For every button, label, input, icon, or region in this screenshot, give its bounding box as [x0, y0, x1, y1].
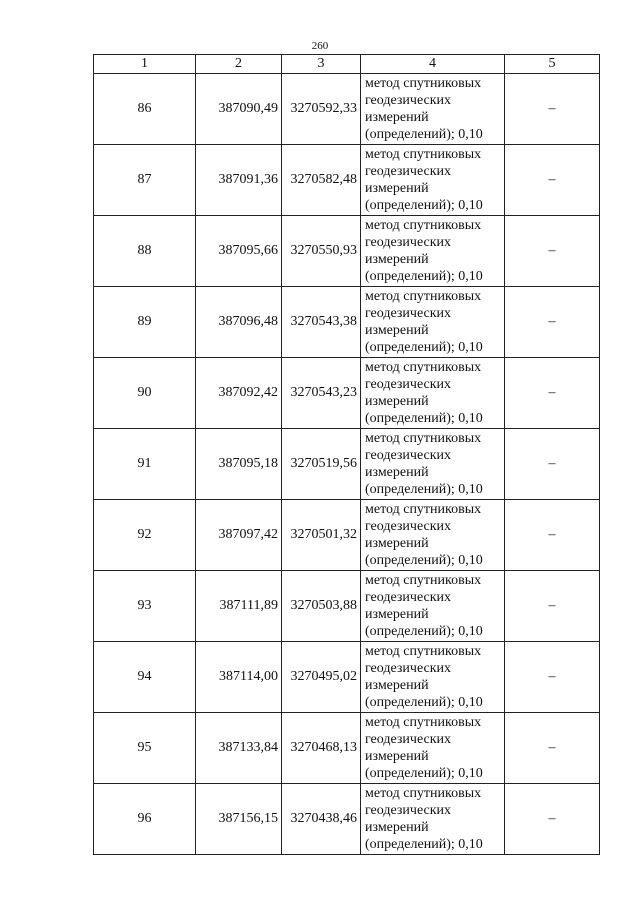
method-line: (определений); 0,10	[365, 340, 483, 355]
coordinate-x-cell: 387114,00	[196, 642, 282, 713]
table-row	[94, 358, 600, 429]
method-line: геодезических	[365, 661, 452, 676]
method-line: (определений); 0,10	[365, 837, 483, 852]
method-line: (определений); 0,10	[365, 198, 483, 213]
description-cell: –	[505, 74, 600, 145]
table-row	[94, 287, 600, 358]
point-number-cell: 93	[94, 571, 196, 642]
column-header-3: 3	[282, 55, 361, 74]
page-number: 260	[311, 40, 329, 52]
coordinate-y-cell: 3270592,33	[282, 74, 361, 145]
table-row	[94, 429, 600, 500]
method-line: геодезических	[365, 164, 452, 179]
table-row	[94, 784, 600, 855]
point-number-cell: 94	[94, 642, 196, 713]
method-line: измерений	[365, 536, 429, 551]
method-cell	[361, 358, 505, 429]
coordinate-y-cell: 3270503,88	[282, 571, 361, 642]
point-number-cell: 96	[94, 784, 196, 855]
table-row	[94, 500, 600, 571]
point-number-cell: 92	[94, 500, 196, 571]
column-header-4: 4	[361, 55, 505, 74]
method-line: (определений); 0,10	[365, 411, 483, 426]
description-cell: –	[505, 429, 600, 500]
table-row	[94, 571, 600, 642]
description-cell: –	[505, 784, 600, 855]
method-line: метод спутниковых	[365, 502, 482, 517]
method-line: (определений); 0,10	[365, 269, 483, 284]
method-line: геодезических	[365, 732, 452, 747]
method-line: метод спутниковых	[365, 360, 482, 375]
description-cell: –	[505, 145, 600, 216]
method-line: измерений	[365, 110, 429, 125]
point-number-cell: 88	[94, 216, 196, 287]
coordinate-x-cell: 387133,84	[196, 713, 282, 784]
description-cell: –	[505, 713, 600, 784]
method-line: геодезических	[365, 306, 452, 321]
description-cell: –	[505, 358, 600, 429]
coordinate-x-cell: 387095,66	[196, 216, 282, 287]
method-line: метод спутниковых	[365, 147, 482, 162]
method-line: (определений); 0,10	[365, 695, 483, 710]
coordinate-x-cell: 387092,42	[196, 358, 282, 429]
coordinate-x-cell: 387097,42	[196, 500, 282, 571]
coordinate-y-cell: 3270501,32	[282, 500, 361, 571]
coordinate-y-cell: 3270495,02	[282, 642, 361, 713]
method-line: геодезических	[365, 377, 452, 392]
method-cell	[361, 74, 505, 145]
method-line: (определений); 0,10	[365, 127, 483, 142]
method-line: измерений	[365, 607, 429, 622]
column-header-2: 2	[196, 55, 282, 74]
method-line: измерений	[365, 323, 429, 338]
coordinate-y-cell: 3270468,13	[282, 713, 361, 784]
description-cell: –	[505, 642, 600, 713]
method-line: метод спутниковых	[365, 715, 482, 730]
method-line: геодезических	[365, 235, 452, 250]
table-row	[94, 216, 600, 287]
method-line: геодезических	[365, 803, 452, 818]
method-line: геодезических	[365, 448, 452, 463]
point-number-cell: 95	[94, 713, 196, 784]
method-line: (определений); 0,10	[365, 624, 483, 639]
description-cell: –	[505, 216, 600, 287]
method-line: метод спутниковых	[365, 786, 482, 801]
method-cell	[361, 429, 505, 500]
coordinate-y-cell: 3270543,38	[282, 287, 361, 358]
coordinate-x-cell: 387156,15	[196, 784, 282, 855]
method-line: (определений); 0,10	[365, 482, 483, 497]
method-line: измерений	[365, 749, 429, 764]
method-line: метод спутниковых	[365, 573, 482, 588]
description-cell: –	[505, 571, 600, 642]
method-line: геодезических	[365, 519, 452, 534]
method-cell	[361, 145, 505, 216]
table-header-row	[94, 55, 600, 74]
coordinate-y-cell: 3270519,56	[282, 429, 361, 500]
coordinate-x-cell: 387091,36	[196, 145, 282, 216]
method-cell	[361, 571, 505, 642]
coordinate-x-cell: 387090,49	[196, 74, 282, 145]
method-line: измерений	[365, 820, 429, 835]
coordinate-x-cell: 387096,48	[196, 287, 282, 358]
method-cell	[361, 642, 505, 713]
method-line: измерений	[365, 181, 429, 196]
method-line: измерений	[365, 465, 429, 480]
table-row	[94, 145, 600, 216]
coordinate-y-cell: 3270543,23	[282, 358, 361, 429]
point-number-cell: 86	[94, 74, 196, 145]
method-line: метод спутниковых	[365, 289, 482, 304]
method-cell	[361, 713, 505, 784]
method-cell	[361, 216, 505, 287]
table-row	[94, 713, 600, 784]
method-line: измерений	[365, 678, 429, 693]
coordinate-y-cell: 3270582,48	[282, 145, 361, 216]
method-cell	[361, 500, 505, 571]
coordinate-y-cell: 3270550,93	[282, 216, 361, 287]
method-line: геодезических	[365, 590, 452, 605]
coordinate-y-cell: 3270438,46	[282, 784, 361, 855]
coordinate-x-cell: 387111,89	[196, 571, 282, 642]
point-number-cell: 91	[94, 429, 196, 500]
column-header-5: 5	[505, 55, 600, 74]
method-line: геодезических	[365, 93, 452, 108]
table-row	[94, 74, 600, 145]
method-line: метод спутниковых	[365, 644, 482, 659]
point-number-cell: 89	[94, 287, 196, 358]
method-line: (определений); 0,10	[365, 553, 483, 568]
description-cell: –	[505, 500, 600, 571]
method-cell	[361, 784, 505, 855]
method-line: метод спутниковых	[365, 218, 482, 233]
coordinates-table	[93, 54, 600, 855]
point-number-cell: 87	[94, 145, 196, 216]
column-header-1: 1	[94, 55, 196, 74]
description-cell: –	[505, 287, 600, 358]
method-line: (определений); 0,10	[365, 766, 483, 781]
method-cell	[361, 287, 505, 358]
table-row	[94, 642, 600, 713]
method-line: измерений	[365, 252, 429, 267]
method-line: метод спутниковых	[365, 431, 482, 446]
coordinate-x-cell: 387095,18	[196, 429, 282, 500]
method-line: измерений	[365, 394, 429, 409]
point-number-cell: 90	[94, 358, 196, 429]
table-body	[94, 74, 600, 855]
method-line: метод спутниковых	[365, 76, 482, 91]
